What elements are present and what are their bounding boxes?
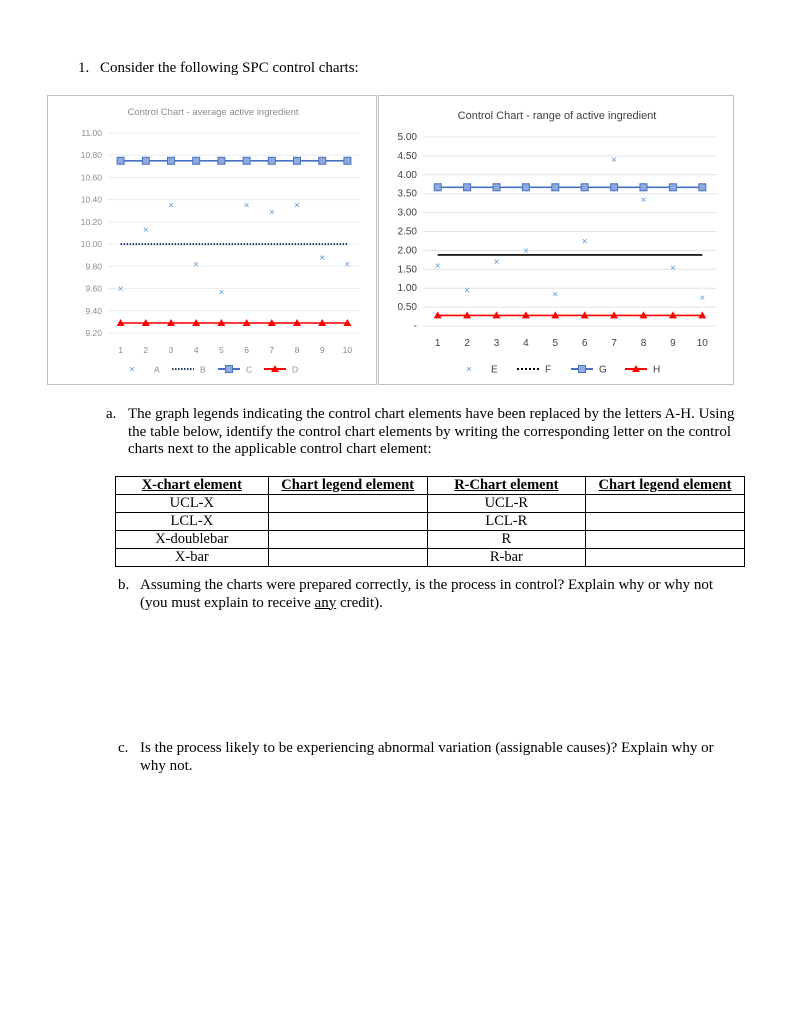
x-tick-label: 5: [219, 345, 224, 355]
part-b: [118, 577, 740, 612]
y-tick-label: 11.00: [81, 128, 102, 138]
r-chart-element-cell: R-bar: [427, 549, 585, 567]
data-point-C: [319, 157, 326, 164]
x-bar-chart-svg: [48, 96, 376, 384]
data-point-C: [294, 157, 301, 164]
legend-answer-cell[interactable]: [586, 531, 745, 549]
y-tick-label: 1.50: [397, 264, 417, 276]
data-point-A: ×: [319, 252, 326, 264]
legend-label-C: C: [246, 364, 253, 375]
x-tick-label: 6: [244, 345, 249, 355]
x-chart-element-cell: X-doublebar: [116, 531, 269, 549]
data-point-C: [268, 157, 275, 164]
y-tick-label: 1.00: [397, 283, 417, 295]
part-b-label: b.: [118, 577, 130, 593]
part-a-label: a.: [106, 406, 117, 422]
legend-label-D: D: [292, 364, 299, 375]
x-tick-label: 1: [434, 338, 441, 349]
legend-swatch-C-marker: [226, 366, 233, 373]
part-b-emphasis: any: [314, 594, 337, 611]
data-point-A: ×: [294, 200, 300, 212]
y-tick-label: 10.40: [80, 194, 102, 205]
data-point-G: [699, 184, 706, 191]
data-point-E: ×: [552, 289, 559, 301]
y-tick-label: 10.60: [80, 172, 102, 183]
element-mapping-table: [115, 476, 745, 567]
data-point-C: [243, 157, 250, 164]
data-point-A: ×: [168, 200, 174, 212]
series-D: [117, 319, 352, 326]
x-tick-label: 4: [193, 345, 199, 355]
y-tick-label: 9.40: [85, 305, 102, 316]
x-tick-label: 3: [168, 345, 174, 355]
data-point-C: [193, 157, 200, 164]
data-point-G: [522, 184, 529, 191]
data-point-G: [464, 184, 471, 191]
data-point-C: [344, 157, 351, 164]
legend-label-F: F: [545, 364, 552, 376]
part-a: [106, 406, 738, 459]
legend-answer-cell[interactable]: [586, 495, 745, 513]
table-row: [116, 495, 745, 513]
part-b-text: Assuming the charts were prepared correctly, is the process in control? Explain why or why not (you must explain to receive: [140, 577, 714, 611]
series-C: [117, 157, 351, 164]
x-tick-label: 2: [464, 338, 470, 349]
y-tick-label: 10.20: [80, 216, 102, 227]
legend-answer-cell[interactable]: [268, 513, 427, 531]
data-point-E: ×: [434, 261, 441, 273]
data-point-G: [493, 184, 500, 191]
header-x-chart-element: X-chart element: [116, 477, 269, 495]
y-tick-label: 9.60: [85, 283, 102, 294]
x-axis-tick-labels: [118, 345, 352, 355]
legend-swatch-E: ×: [466, 364, 472, 376]
data-point-E: ×: [464, 285, 471, 297]
y-tick-label: 4.50: [397, 150, 417, 162]
gridlines: [423, 137, 717, 326]
data-point-C: [117, 157, 124, 164]
question-1: [78, 60, 359, 77]
legend-answer-cell[interactable]: [268, 549, 427, 567]
data-point-A: ×: [193, 259, 200, 271]
y-tick-label: 10.80: [80, 150, 102, 161]
chart-legend: [466, 365, 660, 376]
x-tick-label: 8: [294, 345, 300, 355]
data-point-E: ×: [699, 293, 706, 305]
data-point-E: ×: [669, 262, 676, 274]
table-header-row: [116, 477, 745, 495]
legend-label-H: H: [653, 364, 661, 376]
series-A: [118, 201, 351, 299]
x-tick-label: 9: [670, 338, 676, 349]
header-chart-legend-element: Chart legend element: [268, 477, 427, 495]
data-point-A: ×: [218, 287, 225, 299]
data-point-G: [611, 184, 618, 191]
y-axis-tick-labels: [81, 128, 103, 338]
part-c-label: c.: [118, 740, 129, 756]
data-point-E: ×: [640, 194, 647, 206]
y-tick-label: 9.20: [85, 328, 102, 338]
data-point-A: ×: [142, 225, 149, 237]
chart-title: Control Chart - average active ingredient: [127, 107, 299, 118]
data-point-C: [218, 157, 225, 164]
x-chart-element-cell: X-bar: [116, 549, 269, 567]
x-tick-label: 1: [118, 345, 123, 355]
r-chart-element-cell: UCL-R: [427, 495, 585, 513]
x-bar-control-chart: [47, 95, 377, 385]
series-H: [434, 311, 707, 318]
series-G: [434, 184, 706, 191]
legend-answer-cell[interactable]: [268, 531, 427, 549]
question-number: 1.: [78, 60, 90, 76]
header-r-chart-element: R-Chart element: [427, 477, 585, 495]
y-tick-label: 5.00: [397, 132, 417, 143]
x-tick-label: 4: [523, 338, 529, 349]
x-tick-label: 10: [342, 345, 353, 355]
part-c-text: Is the process likely to be experiencing abnormal variation (assignable causes)? Explain why or why not.: [140, 740, 714, 774]
y-tick-label: -: [413, 321, 417, 332]
header-chart-legend-element: Chart legend element: [586, 477, 745, 495]
y-tick-label: 9.80: [85, 261, 102, 272]
x-chart-element-cell: LCL-X: [116, 513, 269, 531]
data-point-G: [640, 184, 647, 191]
x-tick-label: 10: [696, 338, 708, 349]
data-point-A: ×: [268, 207, 275, 219]
legend-answer-cell[interactable]: [268, 495, 427, 513]
x-tick-label: 5: [552, 338, 559, 349]
table-row: [116, 549, 745, 567]
table-row: [116, 513, 745, 531]
x-tick-label: 3: [493, 338, 500, 349]
data-point-A: ×: [243, 200, 250, 212]
y-tick-label: 2.50: [397, 226, 417, 238]
r-chart-element-cell: R: [427, 531, 585, 549]
x-tick-label: 7: [269, 345, 275, 355]
part-a-text: The graph legends indicating the control chart elements have been replaced by the letters A-H. Using the table below, identify the control chart elements by writing the corresponding letter on the control charts next to the applicable control chart element:: [128, 406, 735, 457]
data-point-G: [581, 184, 588, 191]
x-tick-label: 7: [611, 338, 617, 349]
legend-answer-cell[interactable]: [586, 549, 745, 567]
r-chart-svg: [379, 96, 733, 384]
x-tick-label: 2: [143, 345, 149, 355]
y-tick-label: 10.00: [80, 239, 102, 250]
y-tick-label: 0.50: [397, 302, 417, 314]
data-point-G: [434, 184, 441, 191]
y-tick-label: 3.00: [397, 207, 417, 219]
r-chart-element-cell: LCL-R: [427, 513, 585, 531]
data-point-C: [168, 157, 175, 164]
legend-answer-cell[interactable]: [586, 513, 745, 531]
data-point-G: [552, 184, 559, 191]
data-point-C: [142, 157, 149, 164]
x-tick-label: 8: [640, 338, 647, 349]
part-b-text-end: credit).: [336, 594, 383, 611]
table-row: [116, 531, 745, 549]
question-text: Consider the following SPC control charts:: [100, 60, 359, 76]
legend-swatch-A: ×: [129, 364, 135, 376]
legend-label-B: B: [200, 364, 206, 375]
y-tick-label: 3.50: [397, 188, 417, 200]
data-point-A: ×: [117, 284, 124, 296]
y-tick-label: 4.00: [397, 169, 417, 181]
x-axis-tick-labels: [435, 338, 708, 349]
y-tick-label: 2.00: [397, 245, 417, 257]
legend-swatch-G-marker: [579, 366, 586, 373]
y-axis-tick-labels: [398, 132, 418, 332]
chart-legend: [129, 365, 298, 376]
legend-label-G: G: [599, 364, 607, 376]
series-E: [435, 155, 706, 304]
chart-title: Control Chart - range of active ingredient: [457, 110, 657, 122]
data-point-E: ×: [522, 245, 529, 257]
data-point-E: ×: [581, 236, 588, 248]
legend-label-A: A: [154, 364, 160, 375]
data-point-E: ×: [493, 257, 500, 269]
data-point-G: [669, 184, 676, 191]
part-c: [118, 740, 740, 775]
x-tick-label: 6: [581, 338, 588, 349]
data-point-A: ×: [344, 259, 351, 271]
r-control-chart: [378, 95, 734, 385]
data-point-E: ×: [611, 155, 618, 167]
legend-label-E: E: [491, 364, 498, 376]
x-chart-element-cell: UCL-X: [116, 495, 269, 513]
x-tick-label: 9: [319, 345, 325, 355]
